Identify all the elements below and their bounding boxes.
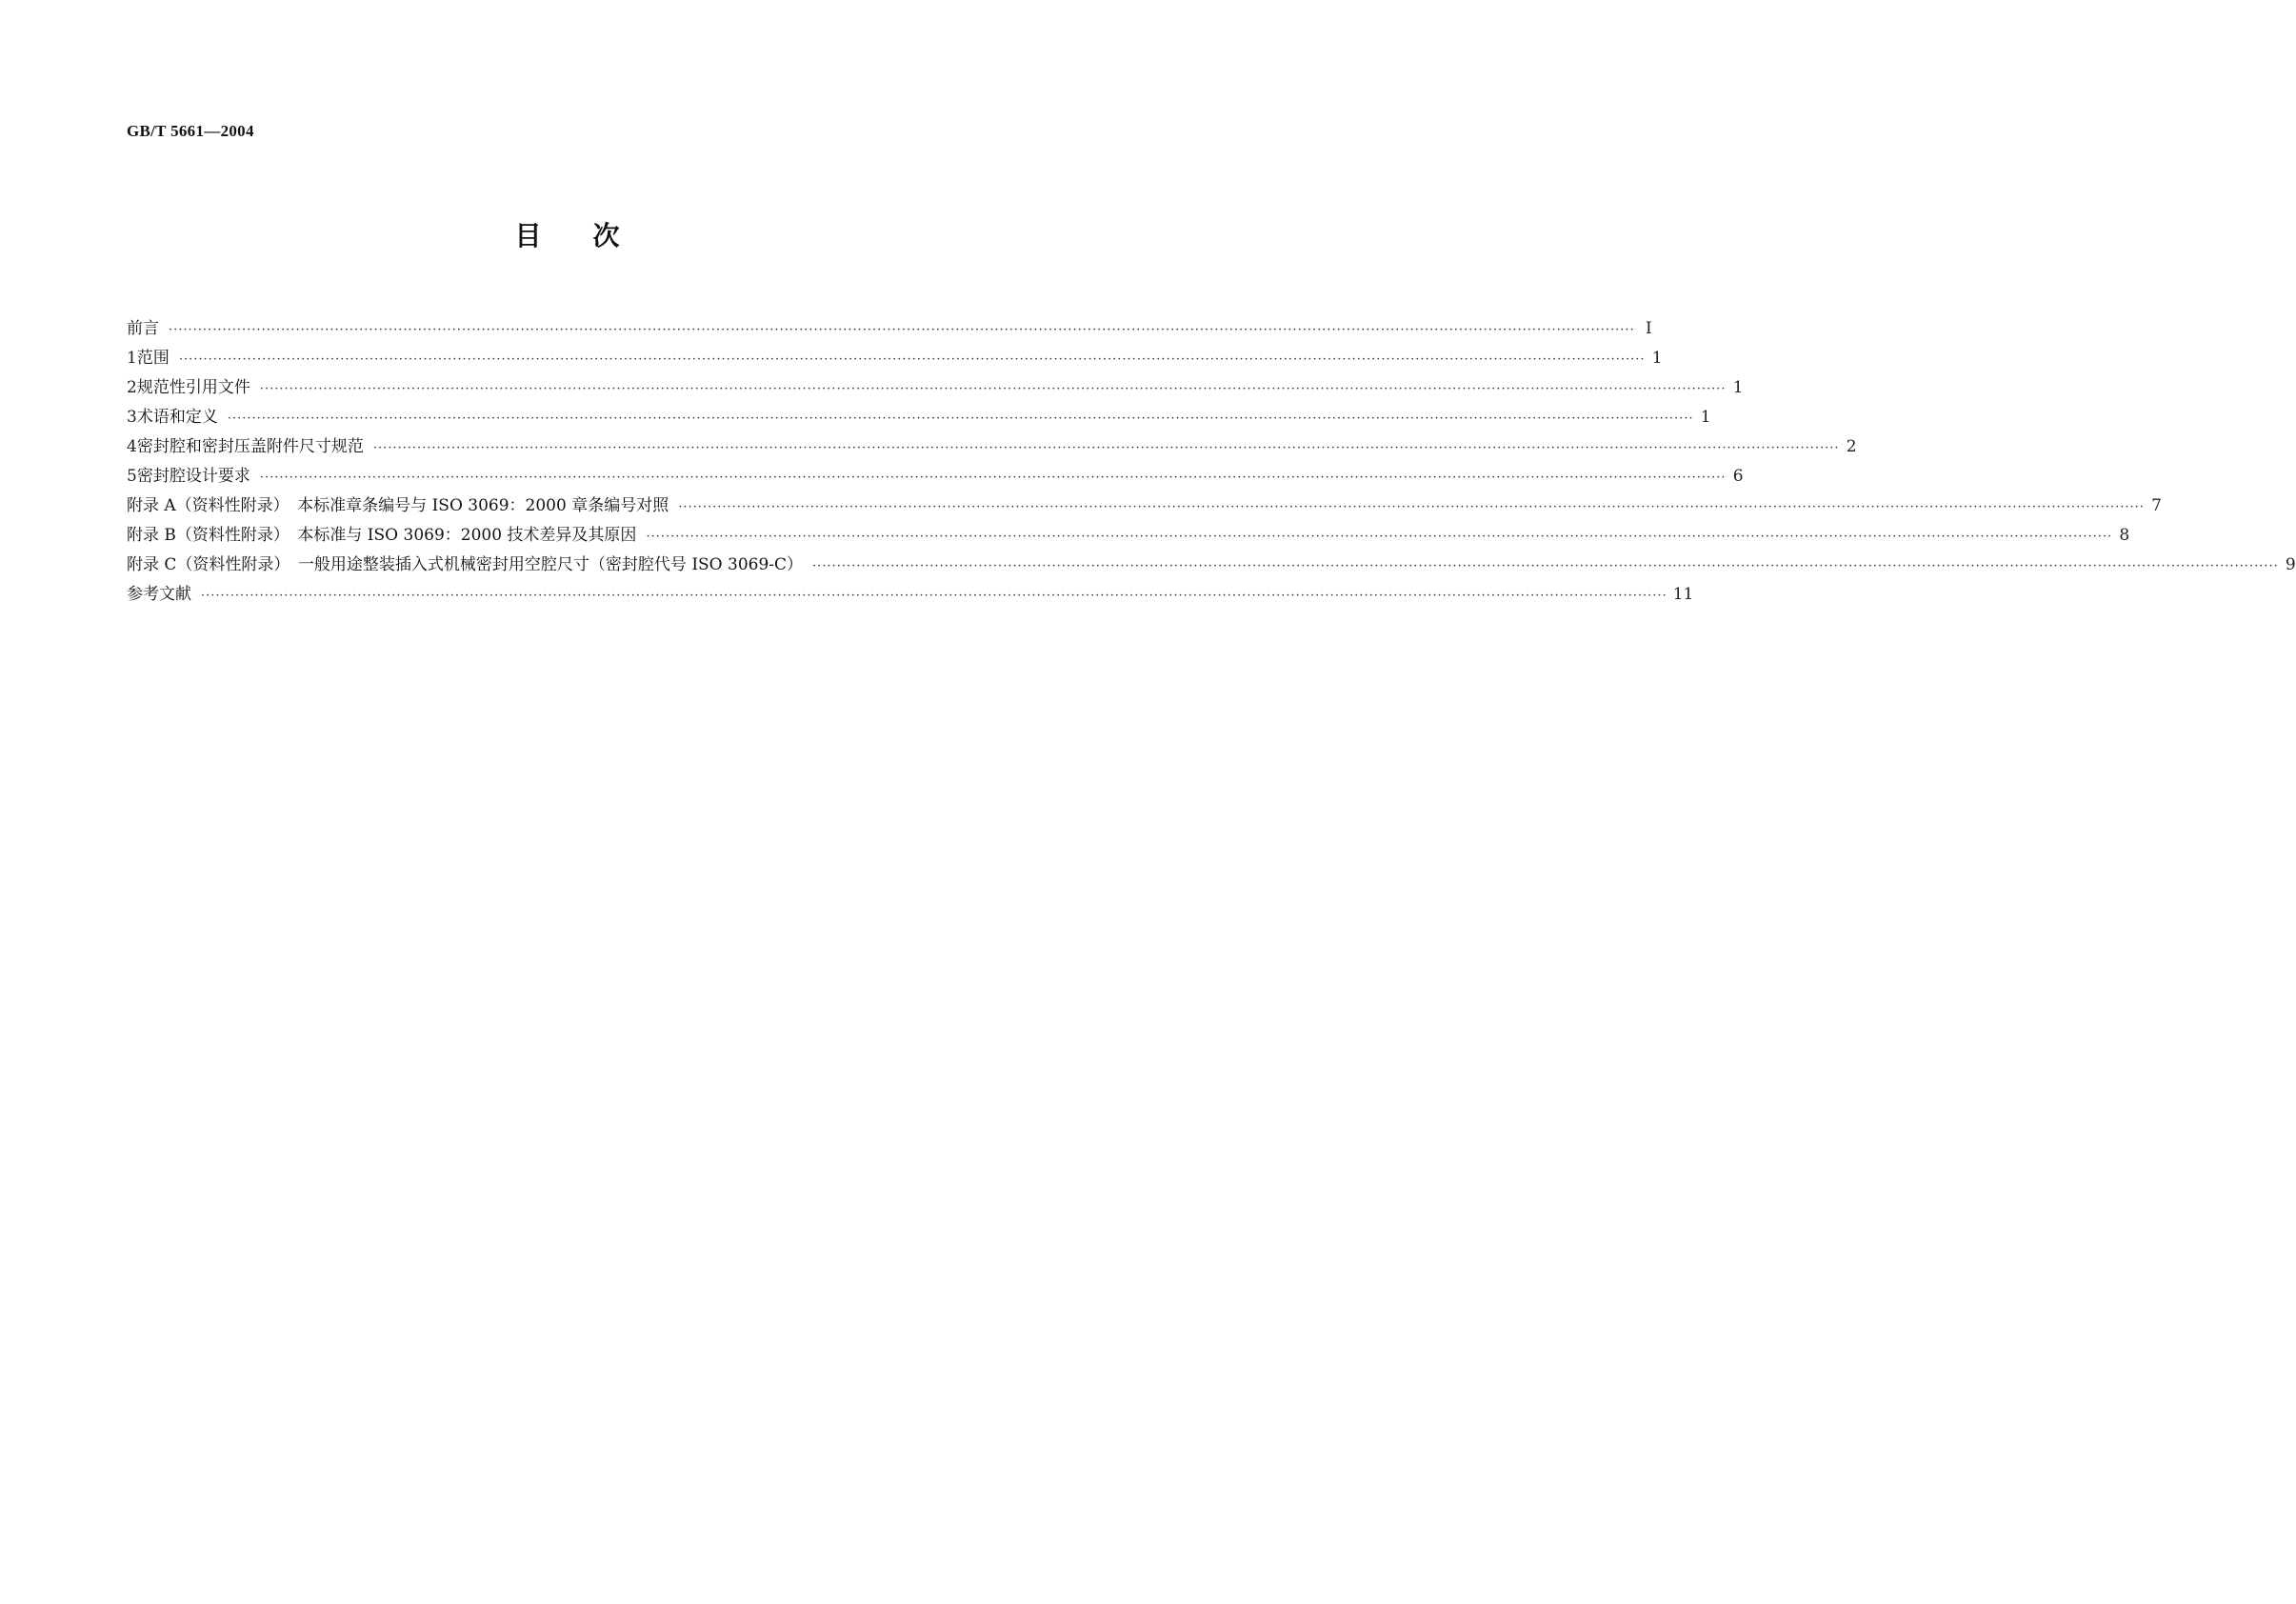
toc-entry-label: 附录 C（资料性附录） 一般用途整装插入式机械密封用空腔尺寸（密封腔代号 ISO 3069-C） (127, 555, 804, 574)
toc-entry-number: 2 (127, 378, 137, 397)
document-code: GB/T 5661—2004 (127, 122, 254, 140)
toc-leader-dots: ············································································································································································································································································································ (201, 589, 1667, 603)
toc-leader-dots: ············································································································································································································································································································ (812, 559, 2279, 573)
toc-entry-annex-c[interactable] (127, 551, 2296, 580)
toc-entry-label: 前言 (127, 319, 159, 338)
toc-leader-dots: ············································································································································································································································································································ (169, 323, 1635, 337)
toc-entry-number: 3 (127, 408, 137, 427)
toc-entry-page: I (1645, 319, 1652, 338)
toc-title-char-2: 次 (592, 220, 620, 251)
toc-entry-label: 参考文献 (127, 585, 191, 604)
toc-entry-annex-a[interactable] (127, 491, 2162, 521)
toc-entry-page: 1 (1732, 378, 1744, 397)
toc-entry-scope[interactable] (127, 344, 1663, 373)
toc-entry-seal-chamber-dimensions[interactable] (127, 432, 1857, 462)
toc-entry-page: 9 (2285, 555, 2296, 574)
toc-entry-annex-b[interactable] (127, 521, 2130, 551)
toc-entry-label: 附录 A（资料性附录） 本标准章条编号与 ISO 3069：2000 章条编号对照 (127, 496, 669, 515)
toc-entry-label: 规范性引用文件 (136, 378, 250, 397)
toc-entry-foreword[interactable] (127, 314, 1652, 344)
toc-leader-dots: ············································································································································································································································································································ (227, 411, 1694, 426)
toc-leader-dots: ············································································································································································································································································································ (678, 500, 2145, 514)
toc-entry-seal-chamber-design[interactable] (127, 462, 1744, 491)
toc-entry-number: 5 (127, 467, 137, 486)
toc-entry-terms-definitions[interactable] (127, 403, 1711, 432)
toc-entry-label: 密封腔设计要求 (136, 467, 250, 486)
toc-leader-dots: ············································································································································································································································································································ (259, 471, 1727, 485)
toc-entry-bibliography[interactable] (127, 580, 1694, 610)
toc-entry-normative-references[interactable] (127, 373, 1744, 403)
toc-entry-page: 7 (2151, 496, 2162, 515)
toc-entry-label: 术语和定义 (136, 408, 218, 427)
toc-entry-page: 1 (1651, 349, 1663, 368)
toc-entry-label: 范围 (136, 349, 170, 368)
toc-leader-dots: ············································································································································································································································································································ (372, 441, 1840, 455)
toc-leader-dots: ············································································································································································································································································································ (178, 352, 1646, 367)
toc-entry-label: 附录 B（资料性附录） 本标准与 ISO 3069：2000 技术差异及其原因 (127, 526, 637, 545)
toc-entry-number: 4 (127, 437, 137, 456)
toc-entry-number: 1 (127, 349, 137, 368)
table-of-contents (127, 314, 2296, 610)
toc-entry-label: 密封腔和密封压盖附件尺寸规范 (136, 437, 364, 456)
toc-leader-dots: ············································································································································································································································································································ (259, 382, 1727, 396)
toc-title-char-1: 目 (514, 220, 542, 251)
toc-entry-page: 1 (1700, 408, 1711, 427)
toc-title (0, 215, 1134, 253)
toc-leader-dots: ············································································································································································································································································································ (646, 530, 2113, 544)
toc-entry-page: 6 (1732, 467, 1744, 486)
toc-entry-page: 11 (1672, 585, 1694, 604)
toc-entry-page: 2 (1846, 437, 1857, 456)
toc-entry-page: 8 (2119, 526, 2130, 545)
